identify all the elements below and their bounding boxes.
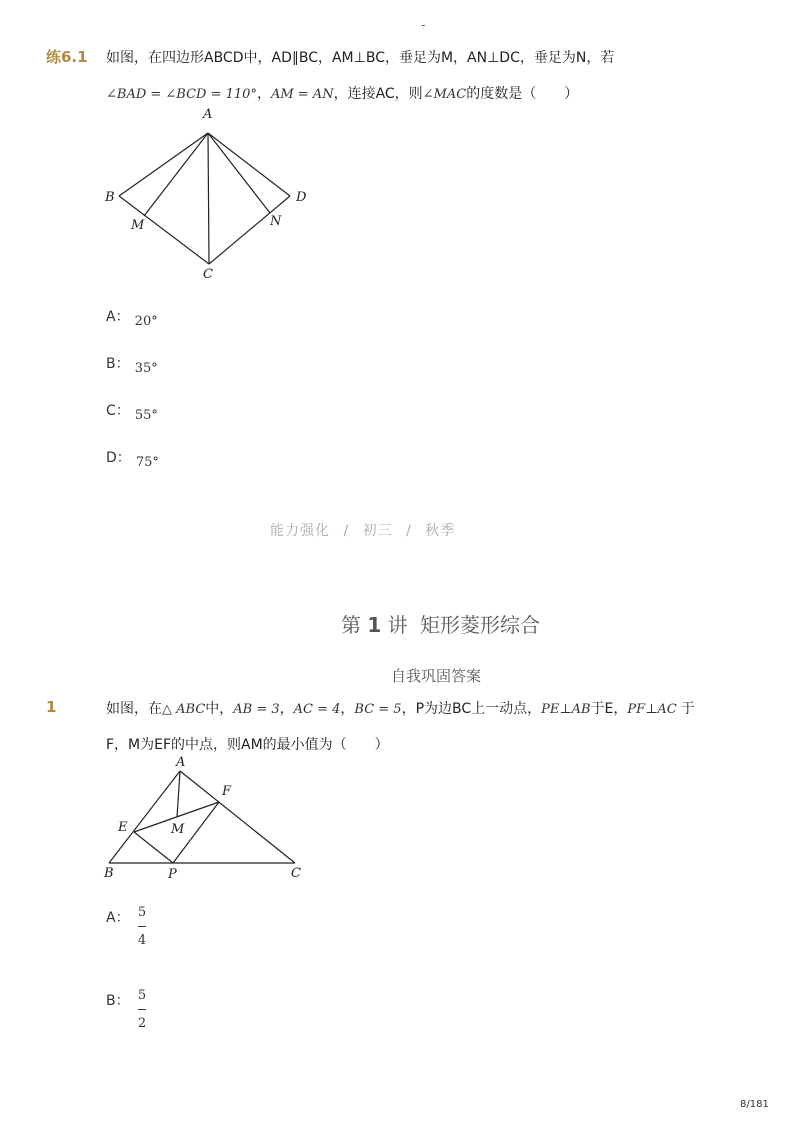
point-label-e: E (118, 820, 128, 835)
option-letter: A： (106, 309, 130, 325)
page-number: 8/181 (740, 1099, 769, 1110)
option-letter: C： (106, 403, 130, 419)
question-number: 1 (46, 698, 57, 716)
text-seg: 中， (205, 701, 234, 717)
vertex-label-d: D (296, 190, 307, 205)
option-a[interactable] (106, 905, 166, 965)
question-text-line1 (106, 698, 695, 718)
text-seg: ， (279, 701, 294, 717)
edge-ac (180, 771, 295, 863)
vertex-label-b: B (105, 190, 115, 205)
option-value: 20° (134, 314, 158, 329)
vertex-label-c: C (203, 267, 213, 282)
text-seg: 于E， (590, 701, 628, 717)
point-label-n: N (270, 214, 282, 229)
footer-part-1: 能力强化 (270, 523, 330, 539)
angle-mac: ∠MAC (422, 87, 467, 102)
vertex-label-a: A (176, 755, 186, 770)
fraction-numerator: 5 (137, 905, 147, 920)
question-text-line2: F，M为EF的中点，则AM的最小值为（ ） (106, 737, 389, 753)
question-text-line2 (106, 83, 578, 103)
footer-part-2: 初三 (362, 523, 393, 539)
question-text-line1: 如图，在四边形ABCD中，AD∥BC，AM⊥BC，垂足为M，AN⊥DC，垂足为N，若 (106, 50, 615, 66)
fraction-numerator: 5 (137, 988, 147, 1003)
text-seg: 于 (680, 701, 695, 717)
footer-part-3: 秋季 (425, 523, 456, 539)
diagonal-ac (208, 133, 209, 264)
perp-pf-ac: PF⊥AC (627, 702, 677, 717)
option-letter: D： (106, 450, 131, 466)
fraction-value (135, 988, 149, 1031)
edge-ab (109, 771, 180, 863)
option-letter: A： (106, 910, 130, 926)
option-value: 75° (135, 455, 159, 470)
option-b[interactable] (106, 353, 158, 376)
option-b[interactable] (106, 988, 166, 1048)
vertex-label-b: B (104, 866, 114, 881)
option-a[interactable] (106, 306, 158, 329)
angle-equation: ∠BAD = ∠BCD = 110° (106, 87, 257, 102)
option-letter: B： (106, 993, 130, 1009)
eq-bc: BC = 5 (354, 702, 402, 717)
segment-pe (134, 832, 173, 863)
point-label-m: M (131, 218, 145, 233)
edge-ab (119, 133, 208, 196)
vertex-label-c: C (291, 866, 301, 881)
footer-separator: / (406, 523, 412, 539)
fraction-bar (138, 926, 146, 927)
text-connect: ，连接AC，则 (333, 86, 423, 102)
question-label: 练6.1 (46, 48, 88, 66)
vertex-label-a: A (203, 107, 213, 122)
option-letter: B： (106, 356, 130, 372)
altitude-am (144, 133, 208, 216)
eq-ac: AC = 4 (293, 702, 341, 717)
point-label-p: P (168, 867, 177, 882)
triangle-figure (100, 752, 310, 884)
quadrilateral-figure (100, 105, 320, 285)
running-footer (270, 520, 455, 540)
text-seg: 如图，在 (106, 701, 162, 717)
eq-ab: AB = 3 (233, 702, 280, 717)
lecture-title: 矩形菱形综合 (420, 613, 540, 637)
top-mark: - (421, 18, 426, 32)
fraction-denominator: 2 (137, 1016, 147, 1031)
length-equation: AM = AN (270, 87, 334, 102)
section-subtitle: 自我巩固答案 (391, 667, 482, 685)
section-title (341, 609, 540, 638)
lecture-prefix: 第 (341, 613, 361, 637)
fraction-bar (138, 1009, 146, 1010)
segment-am (177, 771, 180, 817)
edge-dc (209, 196, 290, 264)
text-seg: ， (340, 701, 355, 717)
fraction-value (135, 905, 149, 948)
perp-pe-ab: PE⊥AB (541, 702, 591, 717)
option-value: 55° (134, 408, 158, 423)
option-c[interactable] (106, 400, 158, 423)
option-d[interactable] (106, 447, 159, 470)
point-label-m: M (171, 822, 185, 837)
lecture-suffix: 讲 (387, 613, 408, 637)
triangle-abc: △ ABC (162, 702, 206, 717)
separator: ， (256, 86, 271, 102)
text-question: 的度数是（ ） (466, 86, 579, 102)
text-seg: ，P为边BC上一动点， (401, 701, 542, 717)
footer-separator: / (343, 523, 350, 539)
option-value: 35° (134, 361, 158, 376)
lecture-number: 1 (367, 613, 382, 637)
fraction-denominator: 4 (137, 933, 147, 948)
point-label-f: F (222, 784, 232, 799)
